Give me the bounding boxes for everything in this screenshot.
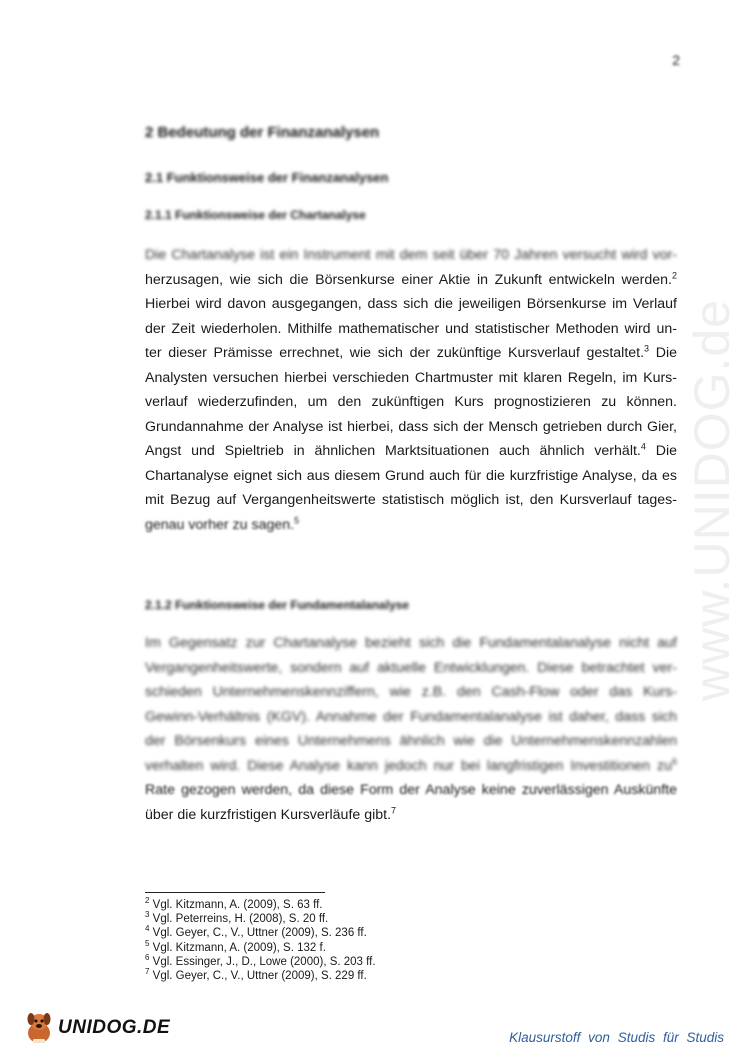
paragraph-line: verhalten wird. Diese Analyse kann jedoch nur bei langfristigen Investitionen $zu^6$ [145, 755, 677, 774]
footnote-ref[interactable]: 2 [671, 269, 677, 280]
paragraph-line: Analysten versuchen hierbei verschieden Chartmuster mit klaren Regeln, im Kurs- [145, 369, 677, 386]
paragraph-line: der Zeit wiederholen. Mithilfe mathematischer und statistischer Methoden wird un- [145, 320, 677, 337]
unidog-logo[interactable] [22, 1008, 170, 1048]
footnote: $^4$ Vgl. Geyer, C., V., Uttner (2009), S. 236 ff. [145, 924, 367, 940]
footnote: $^2$ Vgl. Kitzmann, A. (2009), S. 63 ff. [145, 896, 323, 911]
page-number: 2 [672, 52, 680, 68]
slogan: Klausurstoff von Studis für Studis [509, 1030, 724, 1045]
paragraph-line: herzusagen, wie sich die Börsenkurse einer Aktie in Zukunft entwickeln werden.$^2$ [145, 269, 677, 288]
footnote-ref[interactable]: 4 [640, 441, 646, 452]
heading-3-chartanalyse: 2.1.1 Funktionsweise der Chartanalyse [145, 208, 366, 222]
paragraph-line: Angst und Spieltrieb in ähnlichen Marktsituationen auch ähnlich verhält.$^4$ Die [145, 441, 677, 459]
paragraph-line: verlauf wiederzufinden, um den zukünftigen Kurs prognostizieren zu können. [145, 394, 677, 410]
footnote-ref[interactable]: 7 [391, 804, 397, 815]
paragraph-line: genau vorher zu sagen.$^5$ [145, 514, 300, 533]
paragraph-line: Die Chartanalyse ist ein Instrument mit dem seit über 70 Jahren versucht wird vor- [145, 247, 677, 263]
footnote-ref[interactable]: 5 [294, 514, 300, 525]
paragraph-line: Rate gezogen werden, da diese Form der Analyse keine zuverlässigen Auskünfte [145, 782, 677, 798]
footnote: $^3$ Vgl. Peterreins, H. (2008), S. 20 ff. [145, 910, 329, 926]
paragraph-chartanalyse [145, 243, 677, 537]
footnote-ref[interactable]: 3 [644, 343, 650, 354]
paragraph-line: Hierbei wird davon ausgegangen, dass sich die jeweiligen Börsenkurse im Verlauf [145, 296, 677, 312]
footnote: $^7$ Vgl. Geyer, C., V., Uttner (2009), S. 229 ff. [145, 967, 367, 983]
heading-1: 2 Bedeutung der Finanzanalysen [145, 124, 380, 141]
paragraph-line: ter dieser Prämisse errechnet, wie sich der zukünftige Kursverlauf gestaltet.$^3$ Die [145, 343, 677, 361]
logo-text: UNIDOG.DE [58, 1017, 171, 1038]
paragraph-line: Chartanalyse eignet sich aus diesem Grund auch für die kurzfristige Analyse, da es [145, 467, 677, 484]
footnote-separator [145, 892, 325, 893]
dog-mascot-icon [22, 1009, 56, 1047]
watermark: www.UNIDOG.de [684, 299, 740, 701]
paragraph-line: Vergangenheitswerte, sondern auf aktuelle Entwicklungen. Diese betrachtet ver- [145, 659, 677, 676]
heading-3-fundamentalanalyse: 2.1.2 Funktionsweise der Fundamentalanalyse [145, 598, 410, 612]
footnote: $^6$ Vgl. Essinger, J., D., Lowe (2000), S. 203 ff. [145, 952, 376, 968]
paragraph-line: mit Bezug auf Vergangenheitswerte statistisch möglich ist, den Kursverlauf tages- [145, 492, 677, 508]
paragraph-line: der Börsenkurs eines Unternehmens ähnlich wie die Unternehmenskennzahlen [145, 733, 677, 749]
footnote-ref[interactable]: 6 [671, 755, 677, 766]
footnotes [145, 898, 376, 983]
paragraph-fundamentalanalyse [145, 631, 677, 827]
paragraph-line: über die kurzfristigen Kursverläufe gibt.$^7$ [145, 804, 397, 823]
paragraph-line: Im Gegensatz zur Chartanalyse bezieht sich die Fundamentalanalyse nicht auf [145, 635, 677, 651]
footnote: $^5$ Vgl. Kitzmann, A. (2009), S. 132 f. [145, 938, 326, 954]
paragraph-line: Gewinn-Verhältnis (KGV). Annahme der Fundamentalanalyse ist daher, dass sich [145, 708, 677, 725]
heading-2: 2.1 Funktionsweise der Finanzanalysen [145, 170, 389, 185]
paragraph-line: Grundannahme der Analyse ist hierbei, dass sich der Mensch getrieben durch Gier, [145, 418, 677, 435]
paragraph-line: schieden Unternehmenskennziffern, wie z.B. den Cash-Flow oder das Kurs- [145, 684, 677, 700]
